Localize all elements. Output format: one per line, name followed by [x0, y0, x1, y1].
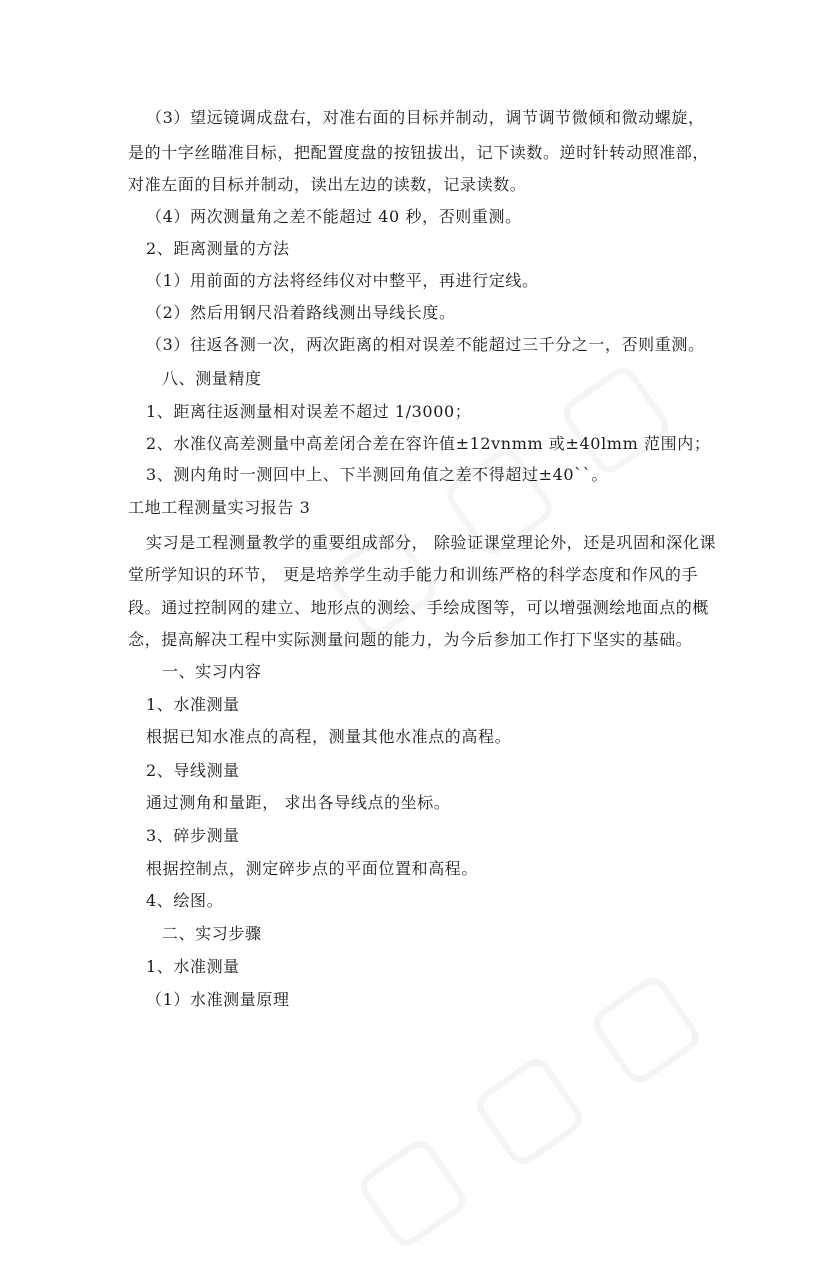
- paragraph-line: 念，提高解决工程中实际测量问题的能力，为今后参加工作打下坚实的基础。: [128, 630, 693, 649]
- paragraph-line: 对准左面的目标并制动，读出左边的读数，记录读数。: [128, 175, 527, 194]
- paragraph-line: 3、测内角时一测回中上、下半测回角值之差不得超过±40``。: [146, 465, 608, 484]
- paragraph-line: （1）用前面的方法将经纬仪对中整平，再进行定线。: [146, 271, 539, 290]
- section-heading: 一、实习内容: [162, 662, 262, 681]
- paragraph-line: 是的十字丝瞄准目标，把配置度盘的按钮拔出，记下读数。逆时针转动照准部，: [128, 143, 710, 162]
- paragraph-line: 4、绘图。: [146, 891, 224, 910]
- section-heading: 1、水准测量: [146, 957, 240, 976]
- paragraph-line: 2、水准仪高差测量中高差闭合差在容许值±12vnmm 或±40lmm 范围内；: [146, 434, 711, 453]
- section-heading: 八、测量精度: [162, 369, 262, 388]
- paragraph-line: 实习是工程测量教学的重要组成部分， 除验证课堂理论外，还是巩固和深化课: [146, 533, 717, 552]
- paragraph-line: （1）水准测量原理: [146, 990, 290, 1009]
- paragraph-line: 堂所学知识的环节， 更是培养学生动手能力和训练严格的科学态度和作风的手: [128, 565, 699, 584]
- section-heading: 2、导线测量: [146, 761, 240, 780]
- paragraph-line: 根据控制点，测定碎步点的平面位置和高程。: [146, 859, 479, 878]
- paragraph-line: （4）两次测量角之差不能超过 40 秒，否则重测。: [146, 207, 522, 226]
- paragraph-line: 通过测角和量距， 求出各导线点的坐标。: [146, 793, 451, 812]
- report-title: 工地工程测量实习报告 3: [128, 498, 311, 517]
- paragraph-line: （3）往返各测一次，两次距离的相对误差不能超过三千分之一，否则重测。: [146, 335, 705, 354]
- section-heading: 2、距离测量的方法: [146, 239, 290, 258]
- paragraph-line: 段。通过控制网的建立、地形点的测绘、手绘成图等，可以增强测绘地面点的概: [128, 598, 710, 617]
- section-heading: 1、水准测量: [146, 695, 240, 714]
- paragraph-line: （2）然后用钢尺沿着路线测出导线长度。: [146, 303, 456, 322]
- paragraph-line: （3）望远镜调成盘右，对准右面的目标并制动，调节调节微倾和微动螺旋，: [146, 108, 705, 127]
- paragraph-line: 1、距离往返测量相对误差不超过 1/3000；: [146, 402, 472, 421]
- paragraph-line: 根据已知水准点的高程，测量其他水准点的高程。: [146, 727, 512, 746]
- section-heading: 3、碎步测量: [146, 826, 240, 845]
- section-heading: 二、实习步骤: [162, 924, 262, 943]
